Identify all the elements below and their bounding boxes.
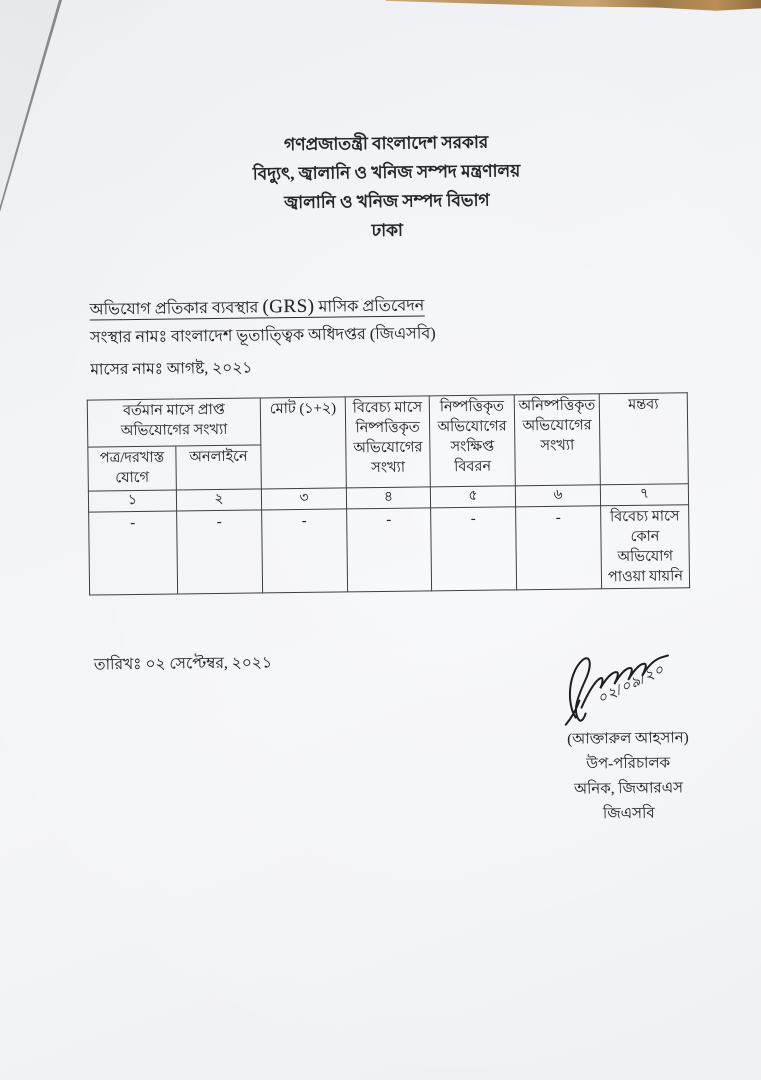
organization-name-line: সংস্থার নামঃ বাংলাদেশ ভূতাত্ত্বিক অধিদপ্তর (জিএসবি) <box>89 325 436 347</box>
column-number: ৬ <box>515 485 600 507</box>
column-number: ৩ <box>261 488 346 510</box>
table-data-row <box>89 505 690 595</box>
government-name: গণপ্রজাতন্ত্রী বাংলাদেশ সরকার <box>284 132 489 155</box>
signatory-name: (আক্তারুল আহসান) <box>567 730 689 748</box>
letterhead <box>15 124 757 249</box>
resolved-count-header: বিবেচ্য মাসে নিষ্পত্তিকৃত অভিযোগের সংখ্যা <box>345 396 430 488</box>
column-number: ৫ <box>430 486 515 508</box>
city-name: ঢাকা <box>371 220 404 241</box>
report-title-block <box>89 291 435 352</box>
signature-block <box>537 652 719 828</box>
column-number: ৪ <box>346 487 430 509</box>
signature-area <box>537 652 718 728</box>
data-cell-summary: - <box>431 507 517 591</box>
division-name: জ্বালানি ও খনিজ সম্পদ বিভাগ <box>284 190 490 213</box>
month-line: মাসের নামঃ আগষ্ট, ২০২১ <box>90 359 253 379</box>
grs-report-table <box>87 392 690 595</box>
unresolved-count-header: অনিষ্পত্তিকৃত অভিযোগের সংখ্যা <box>514 394 600 486</box>
data-cell-letter: - <box>89 511 178 595</box>
data-cell-unresolved: - <box>516 506 602 590</box>
resolved-summary-header: নিষ্পত্তিকৃত অভিযোগের সংক্ষিপ্ত বিবরন <box>429 395 515 487</box>
report-title <box>89 291 435 324</box>
letter-column-header: পত্র/দরখাস্ত যোগে <box>88 446 177 491</box>
data-cell-online: - <box>177 510 263 594</box>
data-cell-resolved: - <box>347 508 432 592</box>
remark-cell: বিবেচ্য মাসে কোন অভিযোগ পাওয়া যায়নি <box>601 505 690 589</box>
report-date-line: তারিখঃ ০২ সেপ্টেম্বর, ২০২১ <box>93 654 273 674</box>
column-number: ২ <box>176 489 261 511</box>
data-cell-total: - <box>262 509 348 593</box>
signature-date-handwritten: ০২/০৯/২০ <box>595 661 668 708</box>
column-number: ৭ <box>600 484 688 506</box>
remarks-header: মন্তব্য <box>599 393 688 485</box>
report-title-grs: (GRS) <box>262 295 315 318</box>
total-column-header: মোট (১+২) <box>260 397 346 489</box>
report-title-suffix: মাসিক প্রতিবেদন <box>314 297 425 316</box>
signatory-org: জিএসবি <box>602 805 655 823</box>
ministry-name: বিদ্যুৎ, জ্বালানি ও খনিজ সম্পদ মন্ত্রণালয় <box>252 161 521 184</box>
signatory-unit: অনিক, জিআরএস <box>573 780 684 798</box>
signatory-designation: উপ-পরিচালক <box>586 755 671 773</box>
report-title-prefix: অভিযোগ প্রতিকার ব্যবস্থার <box>89 299 263 319</box>
received-group-header: বর্তমান মাসে প্রাপ্ত অভিযোগের সংখ্যা <box>87 398 261 447</box>
column-number: ১ <box>88 490 176 512</box>
online-column-header: অনলাইনে <box>176 445 262 490</box>
